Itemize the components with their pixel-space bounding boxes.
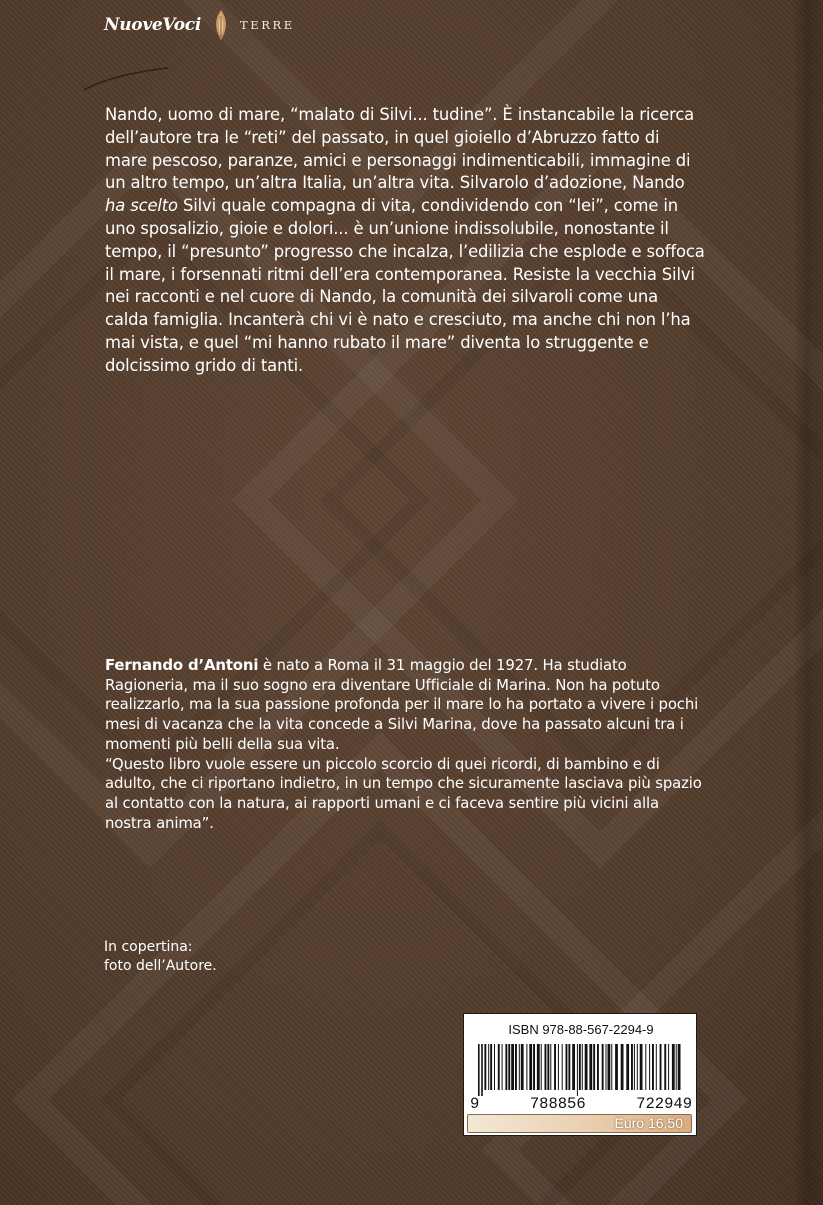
- publisher-brand: NuoveVoci: [104, 15, 202, 35]
- barcode-bar: [626, 1044, 629, 1090]
- series-name: TERRE: [240, 18, 295, 32]
- barcode-bar: [568, 1044, 570, 1090]
- blurb-italic-phrase: ha scelto: [105, 196, 178, 216]
- barcode-bar: [589, 1044, 592, 1090]
- bio-paragraph: Fernando d’Antoni è nato a Roma il 31 maggio del 1927. Ha studiato Ragioneria, ma il suo sogno era diventare Ufficiale di Marina. Non ha potuto realizzarlo, ma la sua passione profonda per il mare lo ha portato a vivere i pochi mesi di vacanza che la vita concede a Silvi Marina, dove ha passato alcuni tra i momenti più belli della sua vita.: [105, 656, 699, 753]
- barcode-bar: [488, 1044, 489, 1090]
- barcode-bar: [533, 1044, 535, 1090]
- barcode-bar: [547, 1044, 549, 1090]
- barcode-bar: [593, 1044, 595, 1090]
- barcode-bar: [645, 1044, 646, 1090]
- barcode-bar: [611, 1044, 612, 1090]
- publisher-header: [104, 8, 295, 42]
- isbn-number: ISBN 978-88-567-2294-9: [508, 1022, 654, 1037]
- barcode-bar: [550, 1044, 551, 1090]
- barcode-bar: [505, 1044, 507, 1090]
- barcode-bar: [582, 1044, 583, 1090]
- barcode-bar: [558, 1044, 559, 1090]
- barcode-bar: [615, 1044, 618, 1090]
- barcode-bar: [668, 1044, 669, 1090]
- barcode-bar: [621, 1044, 624, 1090]
- barcode-bar: [511, 1044, 514, 1090]
- barcode-bar: [579, 1044, 581, 1090]
- barcode-bar: [572, 1044, 575, 1090]
- barcode-bar: [498, 1044, 500, 1090]
- barcode-bar: [541, 1044, 542, 1090]
- isbn-barcode-label: [463, 1013, 697, 1136]
- decorative-swash: [82, 64, 172, 94]
- barcode-digit-first: 9: [470, 1095, 480, 1113]
- barcode-bar: [652, 1044, 654, 1090]
- barcode-bar: [649, 1044, 650, 1090]
- barcode-bar: [664, 1044, 666, 1090]
- barcode-bars: [474, 1044, 688, 1096]
- barcode-bar: [602, 1044, 604, 1090]
- barcode-bar: [545, 1044, 547, 1090]
- barcode-bar: [585, 1044, 588, 1090]
- barcode-bar: [672, 1044, 675, 1090]
- price-label: Euro 16,50: [614, 1115, 683, 1131]
- barcode-bar: [634, 1044, 635, 1090]
- blurb-paragraph: Nando, uomo di mare, “malato di Silvi... tudine”. È instancabile la ricerca dell’autore tra le “reti” del passato, in quel gioiello d’Abruzzo fatto di mare pescoso, paranze, amici e personaggi indimenticabili, immagine di un altro tempo, un’altra Italia, un’altra vita. Silvarolo d’adozione, Nando ha scelto Silvi quale compagna di vita, condividendo con “lei”, come in uno sposalizio, gioie e dolori... è un’unione indissolubile, nonostante il tempo, il “presunto” progresso che incalza, l’edilizia che esplode e soffoca il mare, i forsennati ritmi dell’era contemporanea. Resiste la vecchia Silvi nei racconti e nel cuore di Nando, la comunità dei silvaroli come una calda famiglia. Incanterà chi vi è nato e cresciuto, ma anche chi non l’ha mai vista, e quel “mi hanno rubato il mare” diventa lo struggente e dolcissimo grido di tanti.: [105, 105, 705, 375]
- flame-leaf-icon: [211, 8, 231, 42]
- barcode-digit-group-left: 788856: [529, 1095, 586, 1113]
- barcode-bar: [660, 1044, 662, 1090]
- barcode-bar: [526, 1044, 527, 1090]
- barcode-bar: [606, 1044, 607, 1090]
- barcode-bar: [508, 1044, 510, 1090]
- credit-line-2: foto dell’Autore.: [104, 958, 217, 974]
- barcode-bar: [676, 1044, 677, 1090]
- price-strip: [467, 1114, 692, 1133]
- barcode-bar: [515, 1044, 517, 1090]
- barcode-bar: [562, 1044, 563, 1090]
- spine-shadow: [793, 0, 823, 1205]
- barcode-bar: [608, 1044, 611, 1090]
- barcode-bar: [566, 1044, 568, 1090]
- barcode-bar: [554, 1044, 556, 1090]
- barcode-bar: [656, 1044, 657, 1090]
- barcode-bar: [637, 1044, 638, 1090]
- barcode-bar: [597, 1044, 599, 1090]
- author-name: Fernando d’Antoni: [105, 656, 259, 674]
- barcode-bar: [484, 1044, 486, 1090]
- barcode-bar: [631, 1044, 633, 1090]
- book-blurb: [105, 104, 705, 378]
- barcode-bar: [521, 1044, 524, 1090]
- barcode-bar: [529, 1044, 532, 1090]
- barcode-bar: [519, 1044, 520, 1090]
- barcode-bar: [481, 1044, 483, 1096]
- author-quote: “Questo libro vuole essere un piccolo scorcio di quei ricordi, di bambino e di adulto, che ci riportano indietro, in un tempo che sicuramente lasciava più spazio al contatto con la natura, ai rapporti umani e ci faceva sentire più vicini alla nostra anima”.: [105, 754, 702, 832]
- barcode-digits: [470, 1095, 692, 1113]
- barcode-digit-group-right: 722949: [636, 1095, 692, 1113]
- barcode-bar: [490, 1044, 492, 1090]
- barcode-bar: [502, 1044, 503, 1090]
- barcode-bar: [640, 1044, 643, 1090]
- barcode-bar: [537, 1044, 540, 1090]
- author-bio: [105, 656, 705, 833]
- credit-line-1: In copertina:: [104, 939, 193, 955]
- barcode-bar: [494, 1044, 495, 1090]
- barcode-bar: [678, 1044, 681, 1090]
- barcode-bar: [478, 1044, 480, 1096]
- barcode-bar: [577, 1044, 578, 1096]
- cover-photo-credit: [104, 938, 217, 976]
